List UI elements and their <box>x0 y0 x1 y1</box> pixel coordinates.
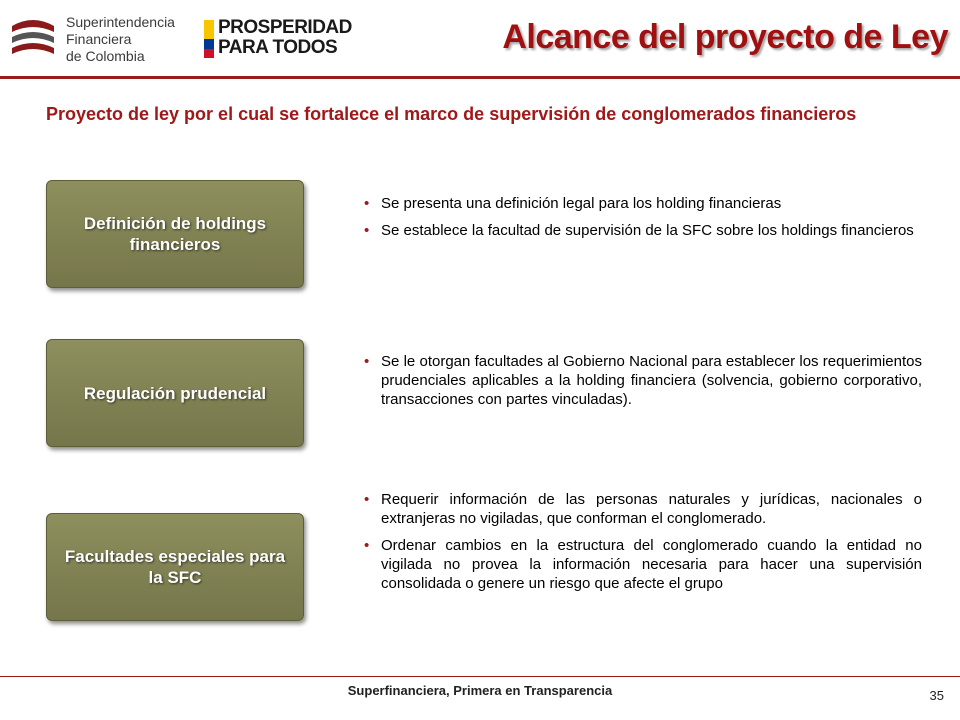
sfc-logo-line-3: de Colombia <box>66 48 145 64</box>
list-item: • Se presenta una definición legal para los holding financieras <box>364 195 782 212</box>
bullet-icon: • <box>364 491 370 508</box>
footer-text: Superfinanciera, Primera en Transparencia <box>347 683 613 698</box>
slide-subtitle: Proyecto de ley por el cual se fortalece el marco de supervisión de conglomerados financieros <box>46 104 857 124</box>
sfc-logo-text <box>66 14 175 65</box>
sfc-logo <box>8 14 188 68</box>
section-box-facultades <box>46 513 304 621</box>
section-label-regulacion: Regulación prudencial <box>83 383 267 403</box>
slide-title: Alcance del proyecto de Ley <box>502 18 948 56</box>
prosperidad-logo <box>204 18 354 62</box>
pp-logo-line-2: PARA TODOS <box>218 37 338 58</box>
footer-divider <box>0 676 960 677</box>
colombia-flag-icon <box>204 20 214 58</box>
section-box-holdings <box>46 180 304 288</box>
sfc-emblem-icon <box>8 16 58 64</box>
section-label-facultades: Facultades especiales para la SFC <box>64 547 286 587</box>
bullet-list-facultades <box>360 490 922 601</box>
list-item: • Se le otorgan facultades al Gobierno Nacional para establecer los requerimientos prudenciales aplicables a la holding financiera (solvencia, gobierno corporativo, transacciones con partes vinculadas). <box>364 353 922 408</box>
title-divider <box>0 76 960 79</box>
bullet-list-holdings <box>360 194 922 248</box>
page-number: 35 <box>929 688 944 703</box>
bullet-icon: • <box>364 222 370 239</box>
sfc-logo-line-2: Financiera <box>66 31 132 47</box>
sfc-logo-line-1: Superintendencia <box>66 14 175 30</box>
bullet-icon: • <box>364 353 370 370</box>
bullet-icon: • <box>364 537 370 554</box>
pp-logo-line-1: PROSPERIDAD <box>218 17 352 38</box>
list-item: • Se establece la facultad de supervisión de la SFC sobre los holdings financieros <box>364 222 914 239</box>
prosperidad-logo-text <box>218 18 352 58</box>
list-item: • Requerir información de las personas naturales y jurídicas, nacionales o extranjeras no vigiladas, que conforman el conglomerado. <box>364 491 922 527</box>
bullet-icon: • <box>364 195 370 212</box>
section-box-regulacion <box>46 339 304 447</box>
slide-header <box>0 0 960 80</box>
bullet-list-regulacion <box>360 352 922 417</box>
section-label-holdings: Definición de holdings financieros <box>83 214 267 254</box>
list-item: • Ordenar cambios en la estructura del conglomerado cuando la entidad no vigilada no provea la información necesaria para hacer una supervisión consolidada o genere un riesgo que afecte el grupo <box>364 537 922 592</box>
